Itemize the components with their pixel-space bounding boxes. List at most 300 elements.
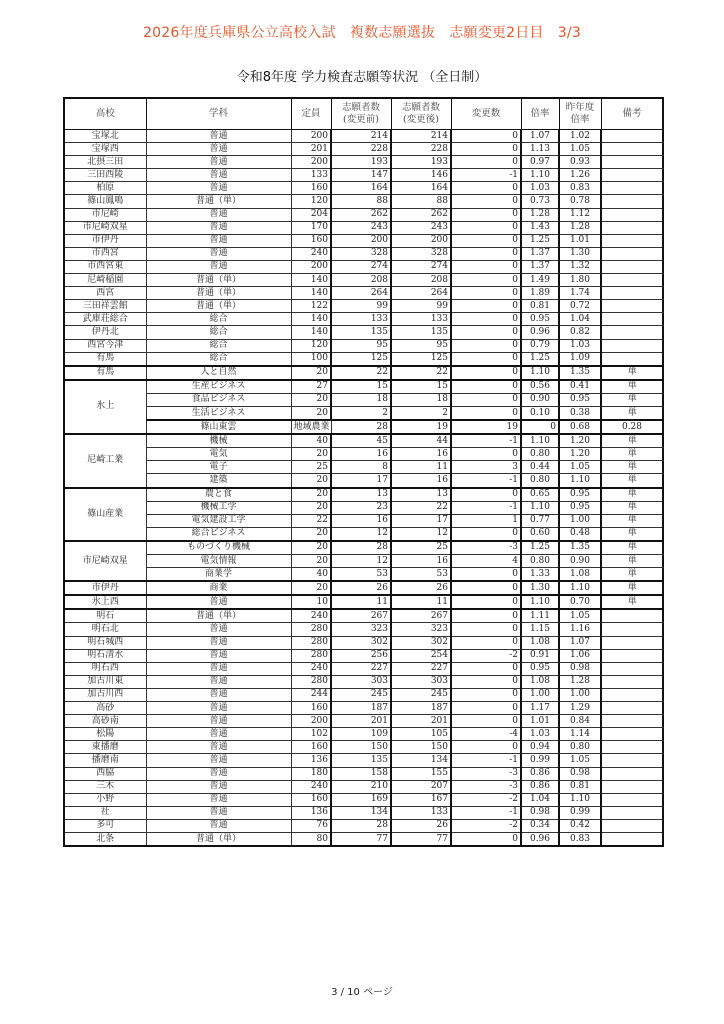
school-cell: 武庫荘総合	[64, 313, 146, 326]
last-year-ratio-cell: 1.02	[559, 130, 601, 143]
last-year-ratio-cell: 1.35	[559, 366, 601, 380]
notes-cell	[601, 313, 663, 326]
applicants-before-cell: 77	[331, 832, 391, 846]
applicants-after-cell: 208	[391, 274, 451, 287]
last-year-ratio-cell: 1.00	[559, 688, 601, 701]
capacity-cell: 80	[291, 832, 331, 846]
change-cell: -1	[451, 501, 521, 514]
ratio-cell: 1.10	[521, 169, 559, 182]
notes-cell	[601, 234, 663, 247]
change-cell: 0	[451, 195, 521, 208]
notes-cell	[601, 819, 663, 832]
notes-cell	[601, 130, 663, 143]
school-cell: 氷上	[64, 380, 146, 434]
applicants-before-cell: 323	[331, 623, 391, 636]
table-row	[64, 247, 663, 260]
applicants-before-cell: 264	[331, 287, 391, 300]
applicants-after-cell: 328	[391, 247, 451, 260]
school-cell: 宝塚西	[64, 143, 146, 156]
applicants-before-cell: 15	[331, 380, 391, 394]
change-cell: 0	[451, 581, 521, 595]
notes-cell: 単	[601, 568, 663, 582]
change-cell: 0	[451, 832, 521, 846]
applicants-before-cell: 200	[331, 234, 391, 247]
applicants-after-cell: 134	[391, 754, 451, 767]
table-row	[64, 488, 663, 502]
last-year-ratio-cell: 0.28	[601, 420, 663, 434]
school-cell: 明石西	[64, 662, 146, 675]
capacity-cell: 160	[291, 234, 331, 247]
notes-cell: 単	[601, 527, 663, 541]
department-cell: 普通	[146, 234, 291, 247]
applicants-before-cell: 53	[331, 568, 391, 582]
change-cell: 0	[451, 527, 521, 541]
notes-cell	[601, 260, 663, 273]
notes-cell: 単	[601, 434, 663, 448]
capacity-cell: 200	[291, 260, 331, 273]
applicants-before-cell: 245	[331, 688, 391, 701]
table-body	[64, 130, 663, 847]
department-cell: 総合	[146, 339, 291, 352]
department-cell: 普通	[146, 130, 291, 143]
applicants-before-cell: 256	[331, 649, 391, 662]
last-year-ratio-cell: 1.80	[559, 274, 601, 287]
capacity-cell: 10	[291, 595, 331, 609]
ratio-cell: 0.81	[521, 300, 559, 313]
table-row	[64, 702, 663, 715]
ratio-cell: 0.73	[521, 195, 559, 208]
table-row	[64, 169, 663, 182]
applicants-after-cell: 133	[391, 806, 451, 819]
applicants-before-cell: 274	[331, 260, 391, 273]
applicants-before-cell: 262	[331, 208, 391, 221]
school-cell: 西宮今津	[64, 339, 146, 352]
ratio-cell: 1.00	[521, 688, 559, 701]
ratio-cell: 1.08	[521, 675, 559, 688]
ratio-cell: 1.89	[521, 287, 559, 300]
applicants-before-cell: 210	[331, 780, 391, 793]
department-cell: 普通	[146, 780, 291, 793]
applicants-after-cell: 262	[391, 208, 451, 221]
department-cell: 普通（単）	[146, 609, 291, 623]
applicants-before-cell: 135	[331, 326, 391, 339]
applicants-before-cell: 147	[331, 169, 391, 182]
department-cell: 普通	[146, 741, 291, 754]
department-cell: 電気	[146, 448, 291, 461]
school-cell: 西脇	[64, 767, 146, 780]
change-cell: 0	[451, 260, 521, 273]
department-cell: 普通	[146, 636, 291, 649]
last-year-ratio-cell: 0.99	[559, 806, 601, 819]
department-cell: 人と自然	[146, 366, 291, 380]
applicants-after-cell: 193	[391, 156, 451, 169]
notes-cell: 単	[601, 366, 663, 380]
applicants-after-cell: 303	[391, 675, 451, 688]
change-cell: 0	[451, 393, 521, 406]
department-cell: 普通	[146, 623, 291, 636]
change-cell: 0	[451, 156, 521, 169]
notes-cell: 単	[601, 393, 663, 406]
school-cell: 三田祥雲館	[64, 300, 146, 313]
applicants-before-cell: 12	[331, 527, 391, 541]
table-row	[64, 636, 663, 649]
header-last-year-line2: 倍率	[570, 114, 590, 125]
capacity-cell: 20	[291, 555, 331, 568]
capacity-cell: 170	[291, 221, 331, 234]
last-year-ratio-cell: 0.98	[559, 662, 601, 675]
change-cell: 0	[451, 326, 521, 339]
table-row	[64, 609, 663, 623]
ratio-cell: 1.25	[521, 541, 559, 555]
last-year-ratio-cell: 1.10	[559, 581, 601, 595]
table-row	[64, 393, 663, 406]
change-cell: 0	[451, 636, 521, 649]
applicants-after-cell: 99	[391, 300, 451, 313]
change-cell: 0	[451, 208, 521, 221]
ratio-cell: 1.10	[521, 595, 559, 609]
table-row	[64, 728, 663, 741]
school-cell: 市西宮東	[64, 260, 146, 273]
school-cell: 北条	[64, 832, 146, 846]
change-cell: 0	[451, 488, 521, 502]
table-header-row	[64, 98, 663, 130]
applicants-before-cell: 150	[331, 741, 391, 754]
school-cell: 市西宮	[64, 247, 146, 260]
notes-cell	[601, 156, 663, 169]
ratio-cell: 0.65	[521, 488, 559, 502]
department-cell: 普通	[146, 260, 291, 273]
ratio-cell: 1.11	[521, 609, 559, 623]
change-cell: 0	[451, 366, 521, 380]
ratio-cell: 0.91	[521, 649, 559, 662]
applicants-after-cell: 267	[391, 609, 451, 623]
capacity-cell: 27	[291, 380, 331, 394]
table-row	[64, 274, 663, 287]
notes-cell	[601, 300, 663, 313]
capacity-cell: 160	[291, 182, 331, 195]
capacity-cell: 120	[291, 195, 331, 208]
applicants-before-cell: 28	[331, 819, 391, 832]
table-row	[64, 806, 663, 819]
applicants-after-cell: 18	[391, 393, 451, 406]
department-cell: 普通	[146, 819, 291, 832]
applicants-after-cell: 227	[391, 662, 451, 675]
table-row	[64, 568, 663, 582]
table-row	[64, 420, 663, 434]
applicants-after-cell: 16	[391, 555, 451, 568]
school-cell: 北摂三田	[64, 156, 146, 169]
school-cell: 高砂南	[64, 715, 146, 728]
department-cell: 総合	[146, 326, 291, 339]
school-cell: 尼崎工業	[64, 434, 146, 487]
applicants-before-cell: 164	[331, 182, 391, 195]
table-row	[64, 527, 663, 541]
last-year-ratio-cell: 1.32	[559, 260, 601, 273]
change-cell: 0	[451, 182, 521, 195]
ratio-cell: 1.13	[521, 143, 559, 156]
table-row	[64, 287, 663, 300]
capacity-cell: 20	[291, 527, 331, 541]
last-year-ratio-cell: 1.06	[559, 649, 601, 662]
applicants-before-cell: 23	[331, 501, 391, 514]
applicants-after-cell: 200	[391, 234, 451, 247]
school-cell: 松陽	[64, 728, 146, 741]
capacity-cell: 280	[291, 675, 331, 688]
table-row	[64, 260, 663, 273]
capacity-cell: 20	[291, 581, 331, 595]
notes-cell	[601, 326, 663, 339]
applicants-before-cell: 22	[331, 366, 391, 380]
capacity-cell: 180	[291, 767, 331, 780]
applicants-after-cell: 16	[391, 474, 451, 488]
last-year-ratio-cell: 1.74	[559, 287, 601, 300]
change-cell: 0	[451, 130, 521, 143]
table-row	[64, 313, 663, 326]
last-year-ratio-cell: 1.05	[559, 143, 601, 156]
notes-cell	[601, 702, 663, 715]
notes-cell	[601, 832, 663, 846]
school-cell: 市尼崎双星	[64, 221, 146, 234]
table-row	[64, 555, 663, 568]
notes-cell: 単	[601, 595, 663, 609]
table-row	[64, 195, 663, 208]
last-year-ratio-cell: 1.10	[559, 474, 601, 488]
department-cell: 普通	[146, 793, 291, 806]
school-cell: 篠山鳳鳴	[64, 195, 146, 208]
table-row	[64, 595, 663, 609]
notes-cell	[601, 169, 663, 182]
header-change: 変更数	[451, 98, 521, 130]
applicants-after-cell: 125	[391, 352, 451, 366]
notes-cell	[601, 715, 663, 728]
last-year-ratio-cell: 1.00	[559, 514, 601, 527]
table-row	[64, 767, 663, 780]
ratio-cell: 1.04	[521, 793, 559, 806]
applicants-before-cell: 2	[331, 406, 391, 420]
notes-cell	[601, 287, 663, 300]
applicants-before-cell: 8	[331, 461, 391, 474]
last-year-ratio-cell: 0.72	[559, 300, 601, 313]
school-cell: 高砂	[64, 702, 146, 715]
change-cell: 0	[451, 313, 521, 326]
applicants-before-cell: 133	[331, 313, 391, 326]
applicants-after-cell: 95	[391, 339, 451, 352]
department-cell: 普通	[146, 182, 291, 195]
last-year-ratio-cell: 1.05	[559, 609, 601, 623]
department-cell: 機械工学	[146, 501, 291, 514]
department-cell: 普通	[146, 715, 291, 728]
last-year-ratio-cell: 0.70	[559, 595, 601, 609]
department-cell: 普通（単）	[146, 300, 291, 313]
ratio-cell: 0.60	[521, 527, 559, 541]
school-cell: 有馬	[64, 366, 146, 380]
last-year-ratio-cell: 0.83	[559, 832, 601, 846]
last-year-ratio-cell: 0.90	[559, 555, 601, 568]
change-cell: 0	[451, 675, 521, 688]
last-year-ratio-cell: 1.07	[559, 636, 601, 649]
header-last-year-ratio	[559, 98, 601, 130]
applicants-after-cell: 274	[391, 260, 451, 273]
applicants-after-cell: 25	[391, 541, 451, 555]
table-row	[64, 623, 663, 636]
applicants-after-cell: 105	[391, 728, 451, 741]
capacity-cell: 200	[291, 156, 331, 169]
school-cell: 三木	[64, 780, 146, 793]
notes-cell: 単	[601, 474, 663, 488]
ratio-cell: 0.56	[521, 380, 559, 394]
applicants-after-cell: 88	[391, 195, 451, 208]
last-year-ratio-cell: 1.28	[559, 675, 601, 688]
ratio-cell: 0.99	[521, 754, 559, 767]
capacity-cell: 204	[291, 208, 331, 221]
table-row	[64, 541, 663, 555]
ratio-cell: 1.15	[521, 623, 559, 636]
department-cell: 総合ビジネス	[146, 527, 291, 541]
last-year-ratio-cell: 1.29	[559, 702, 601, 715]
applicants-before-cell: 228	[331, 143, 391, 156]
notes-cell	[601, 339, 663, 352]
applicants-after-cell: 254	[391, 649, 451, 662]
table-row	[64, 780, 663, 793]
change-cell: 0	[451, 688, 521, 701]
notes-cell: 単	[601, 555, 663, 568]
ratio-cell: 1.17	[521, 702, 559, 715]
applicants-before-cell: 208	[331, 274, 391, 287]
table-row	[64, 754, 663, 767]
applicants-after-cell: 22	[391, 501, 451, 514]
capacity-cell: 200	[291, 130, 331, 143]
last-year-ratio-cell: 0.98	[559, 767, 601, 780]
applicants-after-cell: 164	[391, 182, 451, 195]
applicants-before-cell: 26	[331, 581, 391, 595]
applicants-before-cell: 16	[331, 448, 391, 461]
applicants-before-cell: 243	[331, 221, 391, 234]
capacity-cell: 140	[291, 287, 331, 300]
change-cell: 0	[451, 274, 521, 287]
last-year-ratio-cell: 1.10	[559, 793, 601, 806]
last-year-ratio-cell: 1.26	[559, 169, 601, 182]
table-row	[64, 406, 663, 420]
notes-cell	[601, 221, 663, 234]
change-cell: 0	[451, 609, 521, 623]
capacity-cell: 240	[291, 609, 331, 623]
department-cell: 普通（単）	[146, 832, 291, 846]
school-cell: 氷上西	[64, 595, 146, 609]
capacity-cell: 20	[291, 474, 331, 488]
applicants-after-cell: 302	[391, 636, 451, 649]
last-year-ratio-cell: 1.09	[559, 352, 601, 366]
department-cell: 普通	[146, 247, 291, 260]
last-year-ratio-cell: 1.01	[559, 234, 601, 247]
school-cell: 篠山産業	[64, 488, 146, 541]
applicants-after-cell: 44	[391, 434, 451, 448]
header-applicants-before-line1: 志願者数	[341, 102, 380, 113]
ratio-cell: 0.94	[521, 741, 559, 754]
last-year-ratio-cell: 1.05	[559, 754, 601, 767]
department-cell: 普通	[146, 662, 291, 675]
department-cell: 普通	[146, 728, 291, 741]
header-notes: 備考	[601, 98, 663, 130]
change-cell: -1	[451, 434, 521, 448]
school-cell: 三田西陵	[64, 169, 146, 182]
ratio-cell: 0.80	[521, 474, 559, 488]
notes-cell	[601, 143, 663, 156]
table-title: 令和8年度 学力検査志願等状況 （全日制）	[236, 70, 488, 85]
school-cell: 有馬	[64, 352, 146, 366]
table-row	[64, 649, 663, 662]
ratio-cell: 0.86	[521, 767, 559, 780]
ratio-cell: 1.10	[521, 501, 559, 514]
ratio-cell: 0.79	[521, 339, 559, 352]
notes-cell	[601, 274, 663, 287]
table-row	[64, 819, 663, 832]
header-applicants-before-line2: (変更前)	[343, 114, 379, 125]
ratio-cell: 1.07	[521, 130, 559, 143]
table-row	[64, 715, 663, 728]
applicants-after-cell: 201	[391, 715, 451, 728]
table-row	[64, 300, 663, 313]
capacity-cell: 28	[331, 420, 391, 434]
change-cell: 0	[451, 715, 521, 728]
change-cell: -3	[451, 541, 521, 555]
applicants-before-cell: 28	[331, 541, 391, 555]
capacity-cell: 140	[291, 274, 331, 287]
applicants-before-cell: 214	[331, 130, 391, 143]
ratio-cell: 0.96	[521, 832, 559, 846]
last-year-ratio-cell: 0.81	[559, 780, 601, 793]
ratio-cell: 0.77	[521, 514, 559, 527]
applicants-before-cell: 169	[331, 793, 391, 806]
applicants-before-cell: 158	[331, 767, 391, 780]
ratio-cell: 1.08	[521, 636, 559, 649]
department-cell: 生産ビジネス	[146, 380, 291, 394]
last-year-ratio-cell: 0.93	[559, 156, 601, 169]
applicants-after-cell: 15	[391, 380, 451, 394]
capacity-cell: 140	[291, 326, 331, 339]
notes-cell	[601, 182, 663, 195]
capacity-cell: 140	[291, 313, 331, 326]
department-cell: 普通（単）	[146, 195, 291, 208]
header-applicants-after-line1: 志願者数	[401, 102, 440, 113]
notes-cell	[601, 780, 663, 793]
notes-cell	[601, 195, 663, 208]
capacity-cell: 201	[291, 143, 331, 156]
applicants-before-cell: 11	[331, 595, 391, 609]
department-cell: 総合	[146, 352, 291, 366]
department-cell: 生活ビジネス	[146, 406, 291, 420]
capacity-cell: 20	[291, 541, 331, 555]
last-year-ratio-cell: 1.08	[559, 568, 601, 582]
header-capacity: 定員	[291, 98, 331, 130]
department-cell: 地域農業	[291, 420, 331, 434]
change-cell: 1	[451, 514, 521, 527]
last-year-ratio-cell: 0.95	[559, 501, 601, 514]
notes-cell	[601, 247, 663, 260]
capacity-cell: 160	[291, 793, 331, 806]
applicants-after-cell: 228	[391, 143, 451, 156]
school-cell: 明石清水	[64, 649, 146, 662]
school-cell: 市伊丹	[64, 234, 146, 247]
department-cell: 食品ビジネス	[146, 393, 291, 406]
last-year-ratio-cell: 0.42	[559, 819, 601, 832]
capacity-cell: 160	[291, 741, 331, 754]
school-cell: 東播磨	[64, 741, 146, 754]
notes-cell: 単	[601, 514, 663, 527]
last-year-ratio-cell: 0.95	[559, 488, 601, 502]
ratio-cell: 1.01	[521, 715, 559, 728]
notes-cell	[601, 754, 663, 767]
ratio-cell: 1.43	[521, 221, 559, 234]
